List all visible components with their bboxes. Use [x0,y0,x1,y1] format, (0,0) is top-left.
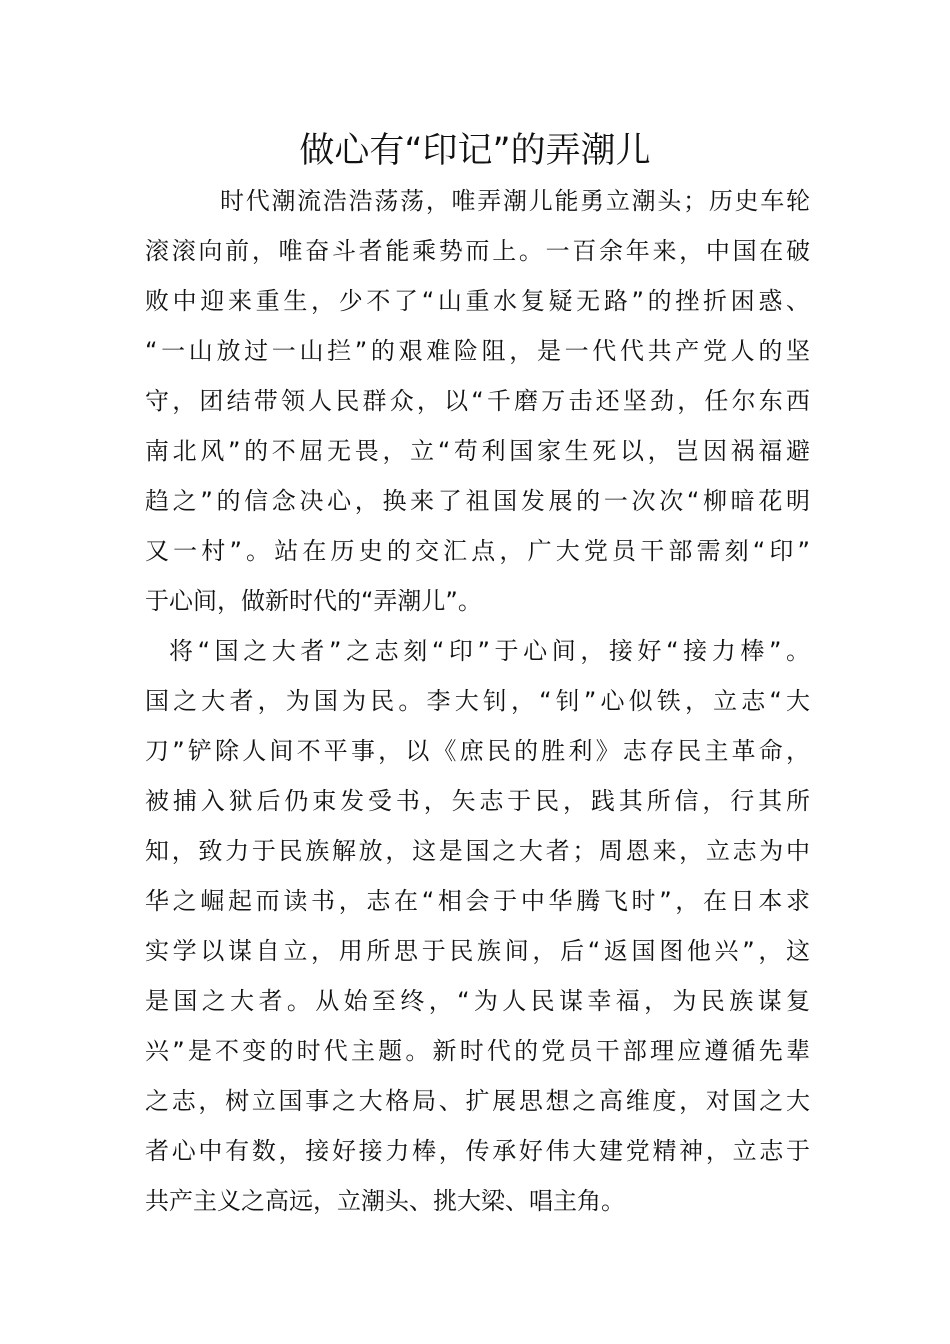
text-line: 趋之”的信念决心，换来了祖国发展的一次次“柳暗花明 [145,487,810,515]
document-title: 做心有“印记”的弄潮儿 [299,131,651,171]
text-line: 时代潮流浩浩荡荡，唯弄潮儿能勇立潮头；历史车轮 [220,187,810,215]
text-line: 于心间，做新时代的“弄潮儿”。 [145,587,482,615]
text-line: “一山放过一山拦”的艰难险阻，是一代代共产党人的坚 [145,337,810,365]
text-line: 国之大者，为国为民。李大钊，“钊”心似铁，立志“大 [145,687,810,715]
paragraph-2 [145,626,810,1226]
text-line: 知，致力于民族解放，这是国之大者；周恩来，立志为中 [145,837,810,865]
text-line: 将“国之大者”之志刻“印”于心间，接好“接力棒”。 [169,637,810,665]
text-line: 被捕入狱后仍束发受书，矢志于民，践其所信，行其所 [145,787,810,815]
text-line: 之志，树立国事之大格局、扩展思想之高维度，对国之大 [145,1087,810,1115]
text-line: 华之崛起而读书，志在“相会于中华腾飞时”，在日本求 [145,887,810,915]
text-line: 者心中有数，接好接力棒，传承好伟大建党精神，立志于 [145,1137,810,1165]
text-line: 兴”是不变的时代主题。新时代的党员干部理应遵循先辈 [145,1037,810,1065]
text-line: 南北风”的不屈无畏，立“苟利国家生死以，岂因祸福避 [145,437,810,465]
text-line: 共产主义之高远，立潮头、挑大梁、唱主角。 [145,1187,625,1215]
text-line: 又一村”。站在历史的交汇点，广大党员干部需刻“印” [145,537,810,565]
text-line: 是国之大者。从始至终，“为人民谋幸福，为民族谋复 [145,987,810,1015]
text-line: 败中迎来重生，少不了“山重水复疑无路”的挫折困惑、 [145,287,810,315]
text-line: 守，团结带领人民群众，以“千磨万击还坚劲，任尔东西 [145,387,810,415]
text-line: 刀”铲除人间不平事，以《庶民的胜利》志存民主革命， [145,737,810,765]
paragraph-1 [145,176,810,626]
text-line: 滚滚向前，唯奋斗者能乘势而上。一百余年来，中国在破 [145,237,810,265]
text-line: 实学以谋自立，用所思于民族间，后“返国图他兴”，这 [145,937,810,965]
